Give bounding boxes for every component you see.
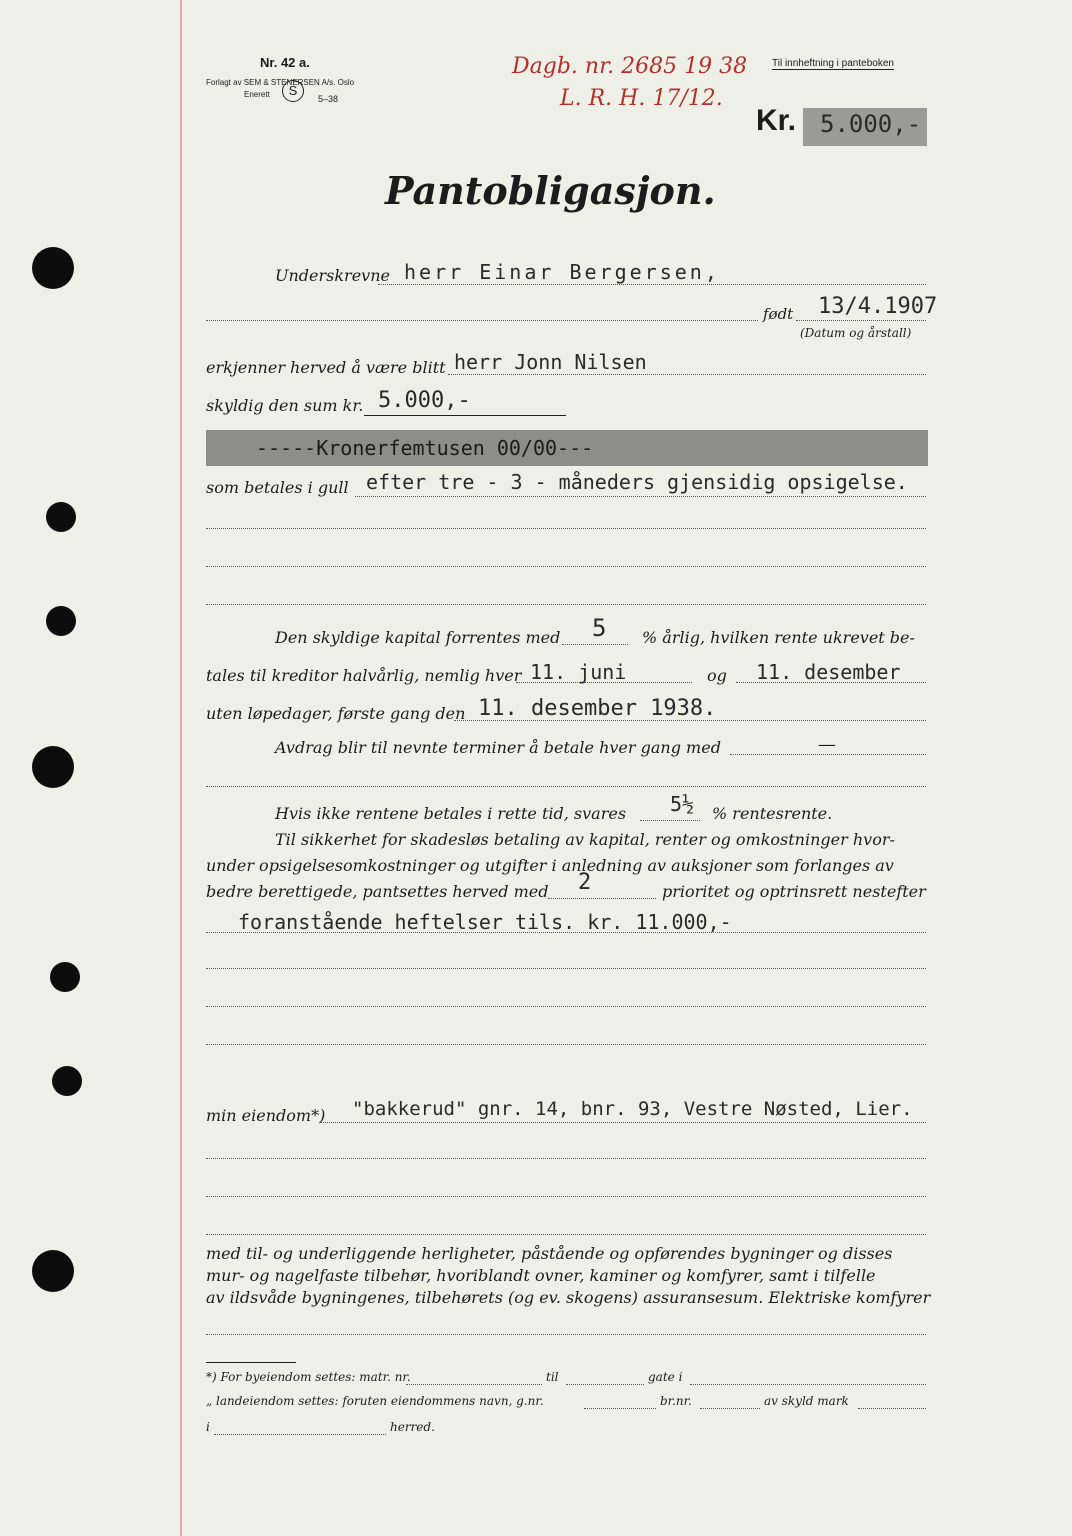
- document-title: Pantobligasjon.: [385, 168, 716, 213]
- amount-underline: [364, 415, 566, 416]
- dotted-line: [206, 1044, 926, 1045]
- payable-label: som betales i gull: [206, 478, 349, 497]
- owing-label: skyldig den sum kr.: [206, 396, 364, 415]
- amount-in-words: -----Kronerfemtusen 00/00---: [256, 436, 594, 460]
- born-value: 13/4.1907: [818, 294, 938, 319]
- dotted-line: [406, 1384, 542, 1385]
- dotted-line: [206, 1234, 926, 1235]
- security-text: bedre berettigede, pantsettes herved med: [206, 882, 549, 901]
- footnote-text: br.nr.: [660, 1394, 692, 1408]
- penalty-rate: 5½: [670, 792, 695, 816]
- dotted-line: [206, 566, 926, 567]
- footnote-text: til: [546, 1370, 559, 1384]
- publisher: Forlagt av SEM & STENERSEN A/s. Oslo: [206, 78, 355, 87]
- owing-value: 5.000,-: [378, 388, 471, 413]
- dotted-line: [584, 1408, 656, 1409]
- interest-date-2: 11. desember: [756, 660, 901, 684]
- installment-text: Avdrag blir til nevnte terminer å betale hver gang med: [275, 738, 721, 757]
- punch-hole: [32, 247, 74, 289]
- dotted-line: [206, 786, 926, 787]
- security-text: under opsigelsesomkostninger og utgifter i anledning av auksjoner som forlanges av: [206, 856, 894, 875]
- form-number: Nr. 42 a.: [260, 55, 310, 70]
- payable-value: efter tre - 3 - måneders gjensidig opsigelse.: [366, 470, 908, 494]
- footnote-text: „ landeiendom settes: foruten eiendommens navn, g.nr.: [206, 1394, 544, 1408]
- punch-hole: [50, 962, 80, 992]
- reserved-note: Enerett: [244, 90, 270, 99]
- punch-hole: [32, 746, 74, 788]
- priority-value: 2: [578, 870, 592, 895]
- first-payment-date: 11. desember 1938.: [478, 696, 717, 721]
- form-date: 5–38: [318, 94, 339, 104]
- born-hint: (Datum og årstall): [800, 326, 912, 340]
- closing-text: med til- og underliggende herligheter, påstående og opførendes bygninger og disses: [206, 1244, 893, 1263]
- dotted-line: [562, 644, 628, 645]
- footnote-text: gate i: [648, 1370, 683, 1384]
- dotted-line: [796, 320, 926, 321]
- punch-hole: [32, 1250, 74, 1292]
- dotted-line: [858, 1408, 926, 1409]
- born-label: født: [763, 305, 794, 323]
- installment-value: —: [818, 734, 836, 755]
- dotted-line: [206, 1334, 926, 1335]
- undersigned-value: herr Einar Bergersen,: [404, 260, 720, 284]
- interest-text: og: [707, 666, 727, 685]
- security-text: prioritet og optrinsrett nestefter: [662, 882, 926, 901]
- registry-stamp: L. R. H. 17/12.: [560, 86, 723, 111]
- footnote-text: i: [206, 1420, 210, 1434]
- security-text: Til sikkerhet for skadesløs betaling av kapital, renter og omkostninger hvor-: [275, 830, 895, 849]
- kr-label: Kr.: [756, 104, 797, 137]
- interest-text: Den skyldige kapital forrentes med: [275, 628, 561, 647]
- interest-date-1: 11. juni: [530, 660, 627, 684]
- dotted-line: [206, 968, 926, 969]
- publisher-logo: S: [282, 80, 304, 102]
- dotted-line: [640, 820, 700, 821]
- diary-stamp: Dagb. nr. 2685 19 38: [512, 54, 748, 79]
- footnote-rule: [206, 1362, 296, 1363]
- register-note: Til innheftning i panteboken: [772, 58, 894, 69]
- dotted-line: [214, 1434, 386, 1435]
- dotted-line: [206, 1158, 926, 1159]
- prior-debt: foranstående heftelser tils. kr. 11.000,-: [238, 910, 732, 934]
- dotted-line: [206, 604, 926, 605]
- interest-text: uten løpedager, første gang den: [206, 704, 466, 723]
- dotted-line: [206, 528, 926, 529]
- footnote-text: *) For byeiendom settes: matr. nr.: [206, 1370, 411, 1384]
- punch-hole: [46, 606, 76, 636]
- dotted-line: [448, 374, 926, 375]
- dotted-line: [355, 496, 926, 497]
- dotted-line: [206, 320, 758, 321]
- interest-text: tales til kreditor halvårlig, nemlig hver: [206, 666, 522, 685]
- property-label: min eiendom*): [206, 1106, 326, 1125]
- penalty-text: Hvis ikke rentene betales i rette tid, svares: [275, 804, 627, 823]
- acknowledges-label: erkjenner herved å være blitt: [206, 358, 446, 377]
- dotted-line: [206, 1196, 926, 1197]
- dotted-line: [566, 1384, 644, 1385]
- margin-rule: [180, 0, 182, 1536]
- kr-amount: 5.000,-: [820, 110, 922, 138]
- footnote-text: herred.: [390, 1420, 435, 1434]
- property-value: "bakkerud" gnr. 14, bnr. 93, Vestre Nøsted, Lier.: [352, 1098, 913, 1120]
- dotted-line: [548, 898, 656, 899]
- footnote-text: av skyld mark: [764, 1394, 849, 1408]
- interest-rate: 5: [592, 614, 607, 642]
- creditor-value: herr Jonn Nilsen: [454, 350, 647, 374]
- penalty-text: % rentesrente.: [712, 804, 833, 823]
- punch-hole: [46, 502, 76, 532]
- closing-text: av ildsvåde bygningenes, tilbehørets (og ev. skogens) assuransesum. Elektriske komfyrer: [206, 1288, 931, 1307]
- interest-text: % årlig, hvilken rente ukrevet be-: [642, 628, 915, 647]
- closing-text: mur- og nagelfaste tilbehør, hvoriblandt ovner, kaminer og komfyrer, samt i tilfelle: [206, 1266, 876, 1285]
- dotted-line: [320, 1122, 926, 1123]
- dotted-line: [206, 1006, 926, 1007]
- punch-hole: [52, 1066, 82, 1096]
- dotted-line: [690, 1384, 926, 1385]
- dotted-line: [378, 284, 926, 285]
- undersigned-label: Underskrevne: [275, 266, 390, 285]
- dotted-line: [700, 1408, 760, 1409]
